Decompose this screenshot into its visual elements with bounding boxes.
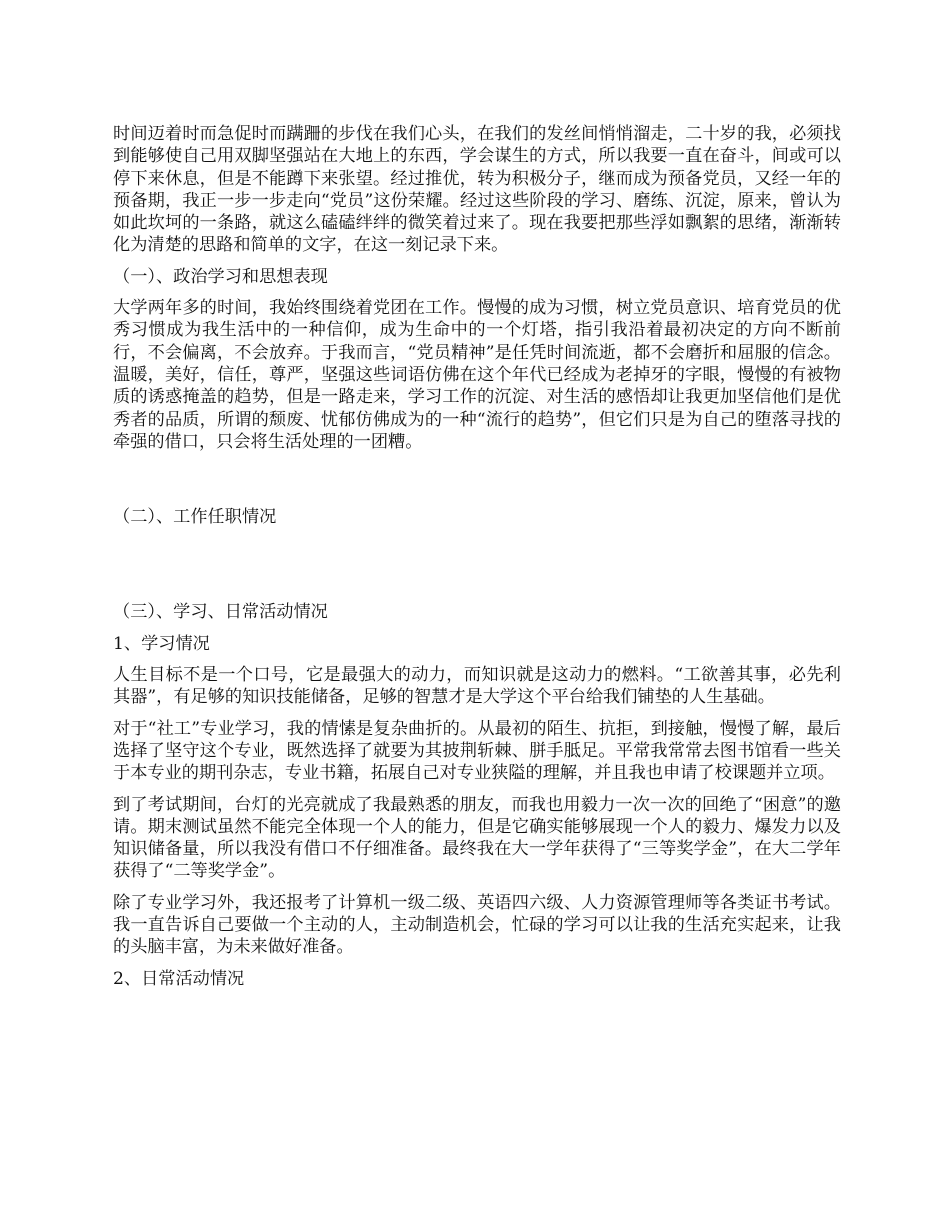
study-paragraph-4: 除了专业学习外，我还报考了计算机一级二级、英语四六级、人力资源管理师等各类证书考试。我一直告诉自己要做一个主动的人，主动制造机会，忙碌的学习可以让我的生活充实起来，让我的头脑丰富，为未来做好准备。	[113, 892, 841, 958]
section-1-paragraph: 大学两年多的时间，我始终围绕着党团在工作。慢慢的成为习惯，树立党员意识、培育党员的优秀习惯成为我生活中的一种信仰，成为生命中的一个灯塔，指引我沿着最初决定的方向不断前行，不会偏离，不会放弃。于我而言，“党员精神”是任凭时间流逝，都不会磨折和屈服的信念。温暖，美好，信任，尊严，坚强这些词语仿佛在这个年代已经成为老掉牙的字眼，慢慢的有被物质的诱惑掩盖的趋势，但是一路走来，学习工作的沉淀、对生活的感悟却让我更加坚信他们是优秀者的品质，所谓的颓废、忧郁仿佛成为的一种“流行的趋势”，但它们只是为自己的堕落寻找的牵强的借口，只会将生活处理的一团糟。	[113, 298, 841, 452]
study-paragraph-2: 对于“社工”专业学习，我的情愫是复杂曲折的。从最初的陌生、抗拒，到接触，慢慢了解，最后选择了坚守这个专业，既然选择了就要为其披荆斩棘、胼手胝足。平常我常常去图书馆看一些关于本专业的期刊杂志，专业书籍，拓展自己对专业狭隘的理解，并且我也申请了校课题并立项。	[113, 718, 841, 784]
document-page	[113, 123, 841, 999]
study-paragraph-1: 人生目标不是一个口号，它是最强大的动力，而知识就是这动力的燃料。“工欲善其事，必先利其器”，有足够的知识技能储备，足够的智慧才是大学这个平台给我们铺垫的人生基础。	[113, 665, 841, 708]
section-2-heading: （二）、工作任职情况	[113, 507, 277, 528]
study-paragraph-3: 到了考试期间，台灯的光亮就成了我最熟悉的朋友，而我也用毅力一次一次的回绝了“困意”的邀请。期末测试虽然不能完全体现一个人的能力，但是它确实能够展现一个人的毅力、爆发力以及知识储备量，所以我没有借口不仔细准备。最终我在大一学年获得了“三等奖学金”，在大二学年获得了“二等奖学金”。	[113, 794, 841, 882]
subsection-study-heading: 1、学习情况	[113, 633, 210, 654]
intro-paragraph: 时间迈着时而急促时而蹒跚的步伐在我们心头，在我们的发丝间悄悄溜走，二十岁的我，必须找到能够使自己用双脚坚强站在大地上的东西，学会谋生的方式，所以我要一直在奋斗，间或可以停下来休息，但是不能蹲下来张望。经过推优，转为积极分子，继而成为预备党员，又经一年的预备期，我正一步一步走向“党员”这份荣耀。经过这些阶段的学习、磨练、沉淀，原来，曾认为如此坎坷的一条路，就这么磕磕绊绊的微笑着过来了。现在我要把那些浮如飘絮的思绪，渐渐转化为清楚的思路和简单的文字，在这一刻记录下来。	[113, 124, 841, 256]
spacer	[113, 537, 841, 601]
subsection-activities-heading: 2、日常活动情况	[113, 968, 245, 989]
section-3-heading: （三）、学习、日常活动情况	[113, 602, 328, 623]
section-1-heading: （一）、政治学习和思想表现	[113, 266, 328, 287]
spacer	[113, 462, 841, 506]
